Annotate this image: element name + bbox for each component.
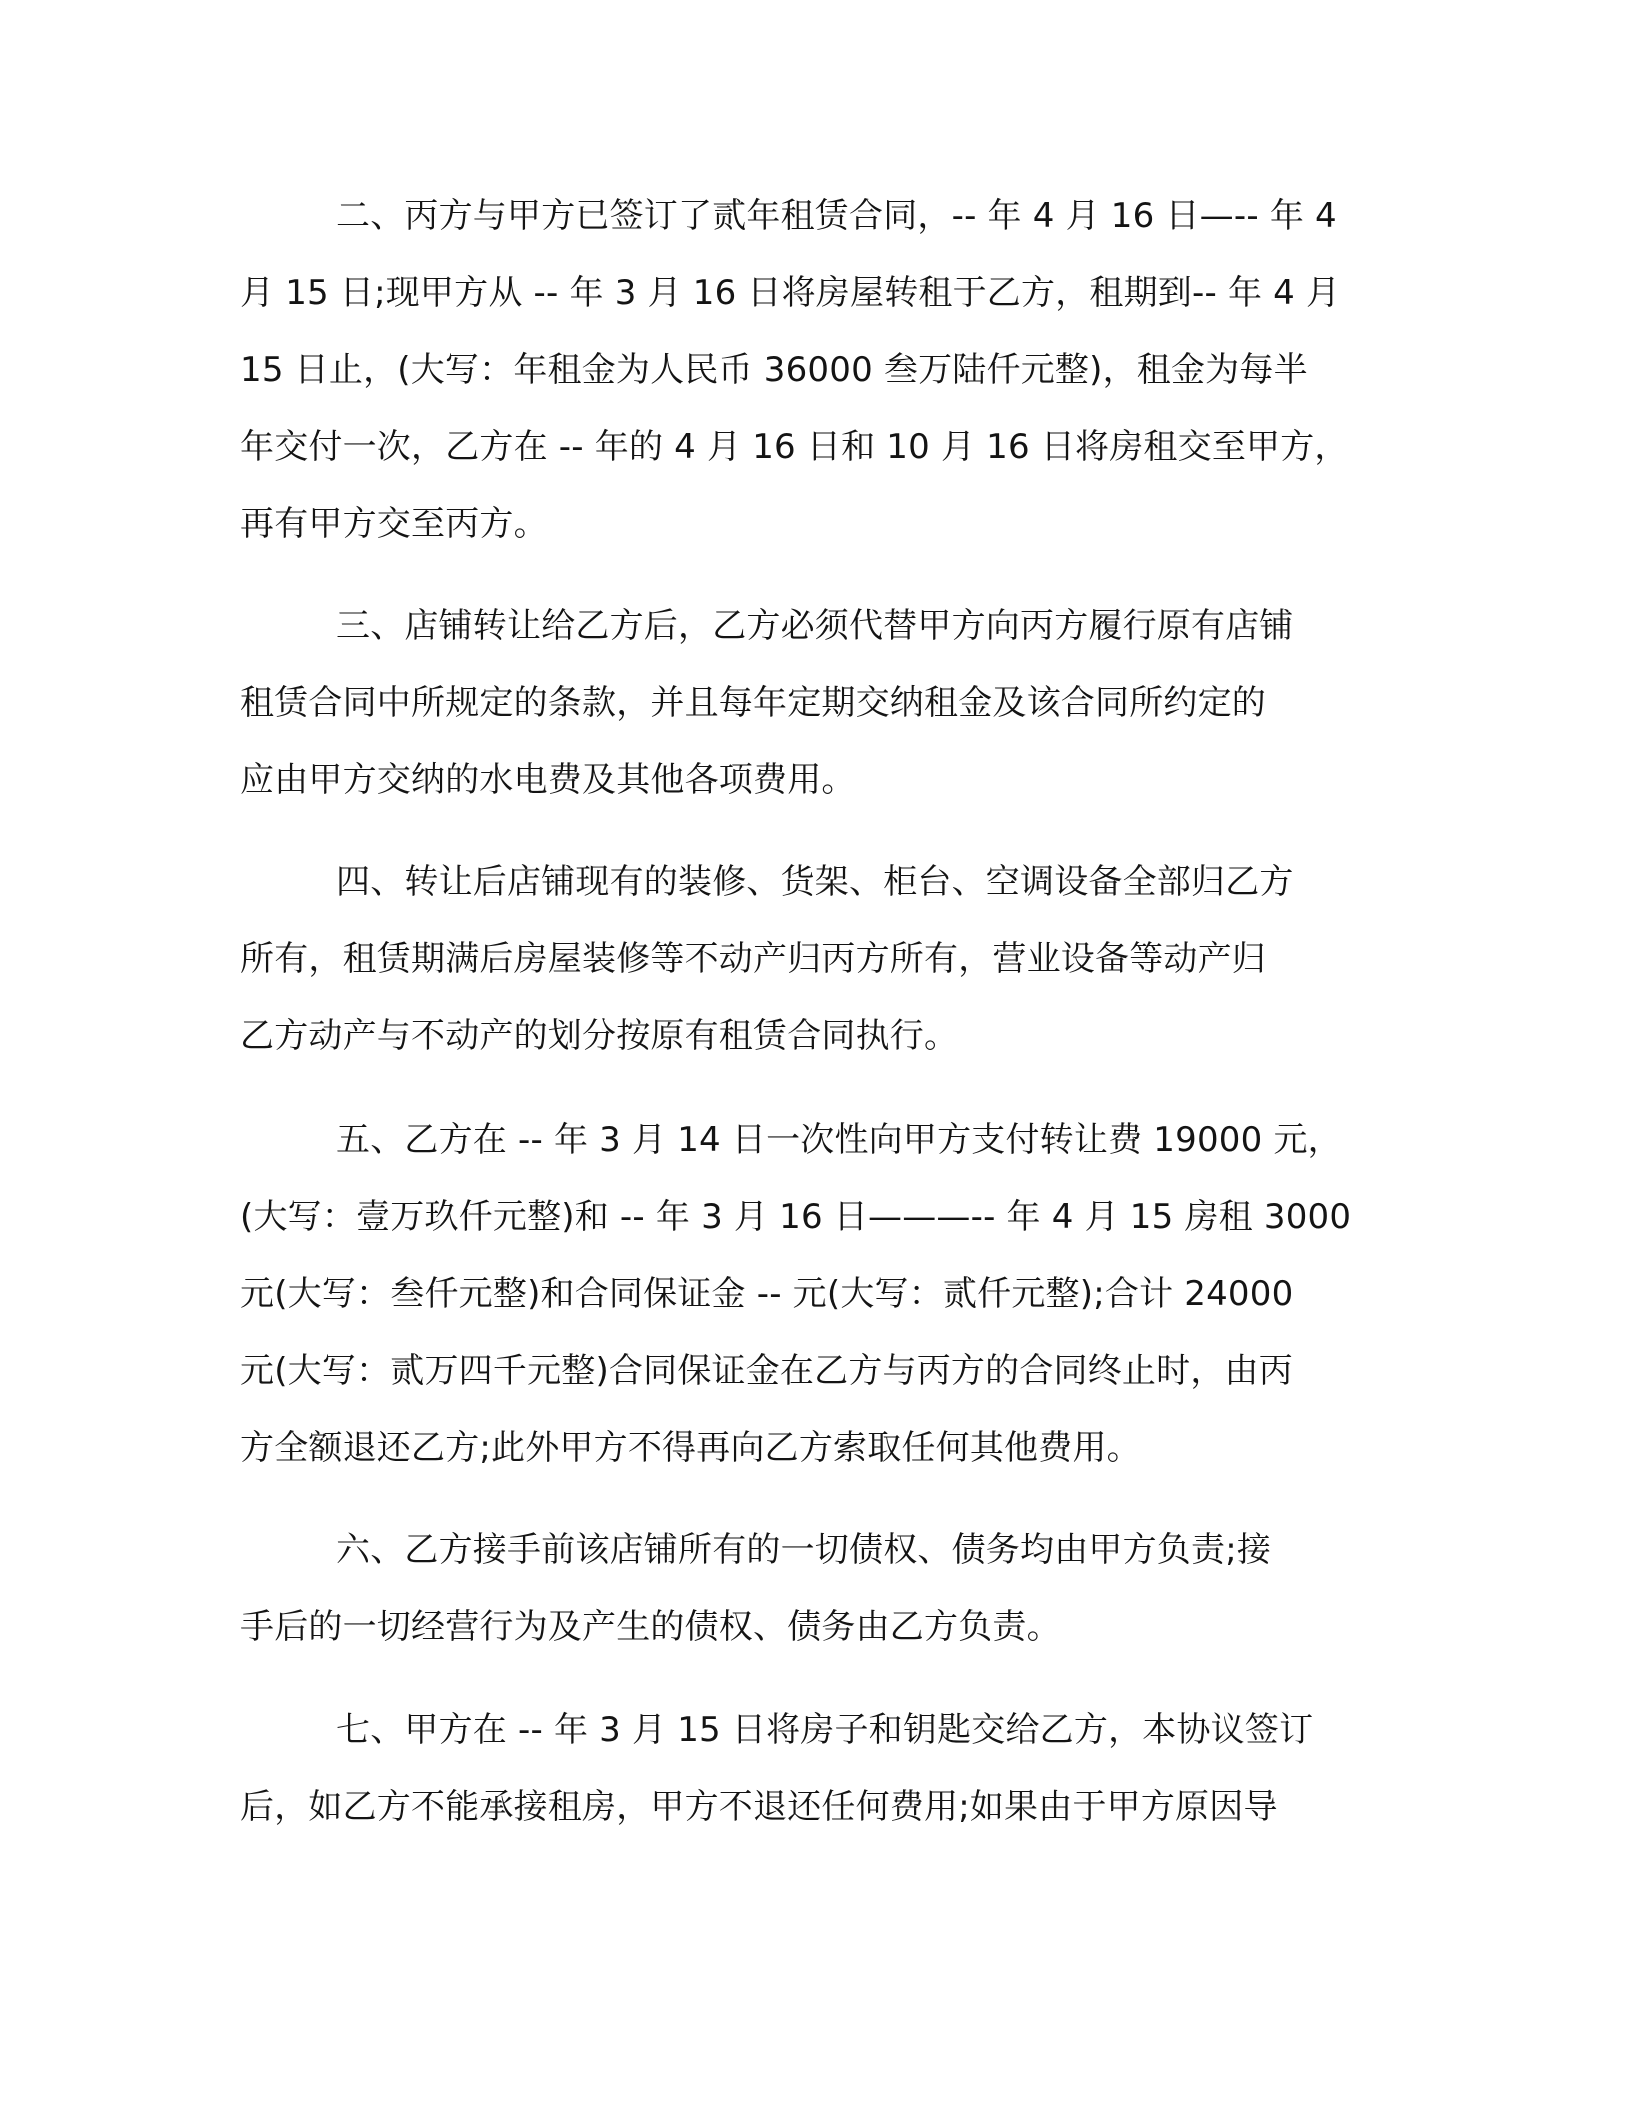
clause-3-line-2: 租赁合同中所规定的条款，并且每年定期交纳租金及该合同所约定的	[240, 683, 1266, 723]
clause-4-line-1: 四、转让后店铺现有的装修、货架、柜台、空调设备全部归乙方	[336, 862, 1294, 902]
clause-2-line-4: 年交付一次，乙方在 -- 年的 4 月 16 日和 10 月 16 日将房租交至甲方，	[240, 427, 1349, 467]
clause-5-line-4: 元(大写：贰万四千元整)合同保证金在乙方与丙方的合同终止时，由丙	[240, 1351, 1293, 1391]
clause-6-line-1: 六、乙方接手前该店铺所有的一切债权、债务均由甲方负责;接	[336, 1530, 1272, 1570]
clause-2-line-5: 再有甲方交至丙方。	[240, 504, 548, 544]
clause-6-line-2: 手后的一切经营行为及产生的债权、债务由乙方负责。	[240, 1607, 1061, 1647]
clause-2-line-2: 月 15 日;现甲方从 -- 年 3 月 16 日将房屋转租于乙方，租期到-- 年 4 月	[240, 273, 1341, 313]
clause-3-line-3: 应由甲方交纳的水电费及其他各项费用。	[240, 760, 856, 800]
clause-4-paragraph	[240, 844, 1376, 1075]
clause-7-paragraph	[240, 1692, 1376, 1846]
clause-7-line-1: 七、甲方在 -- 年 3 月 15 日将房子和钥匙交给乙方，本协议签订	[336, 1710, 1314, 1750]
clause-5-line-1: 五、乙方在 -- 年 3 月 14 日一次性向甲方支付转让费 19000 元，	[336, 1120, 1342, 1160]
clause-2-paragraph	[240, 178, 1376, 563]
clause-5-paragraph	[240, 1102, 1376, 1487]
clause-7-line-2: 后，如乙方不能承接租房，甲方不退还任何费用;如果由于甲方原因导	[240, 1787, 1278, 1827]
clause-6-paragraph	[240, 1512, 1376, 1666]
clause-4-line-2: 所有，租赁期满后房屋装修等不动产归丙方所有，营业设备等动产归	[240, 939, 1266, 979]
clause-4-line-3: 乙方动产与不动产的划分按原有租赁合同执行。	[240, 1016, 959, 1056]
clause-3-paragraph	[240, 588, 1376, 819]
clause-5-line-5: 方全额退还乙方;此外甲方不得再向乙方索取任何其他费用。	[240, 1428, 1141, 1468]
clause-5-line-3: 元(大写：叁仟元整)和合同保证金 -- 元(大写：贰仟元整);合计 24000	[240, 1274, 1294, 1314]
clause-2-line-3: 15 日止，(大写：年租金为人民币 36000 叁万陆仟元整)，租金为每半	[240, 350, 1308, 390]
clause-2-line-1: 二、丙方与甲方已签订了贰年租赁合同，-- 年 4 月 16 日—-- 年 4	[336, 196, 1337, 236]
clause-5-line-2: (大写：壹万玖仟元整)和 -- 年 3 月 16 日———-- 年 4 月 15 房租 3000	[240, 1197, 1352, 1237]
clause-3-line-1: 三、店铺转让给乙方后，乙方必须代替甲方向丙方履行原有店铺	[336, 606, 1294, 646]
